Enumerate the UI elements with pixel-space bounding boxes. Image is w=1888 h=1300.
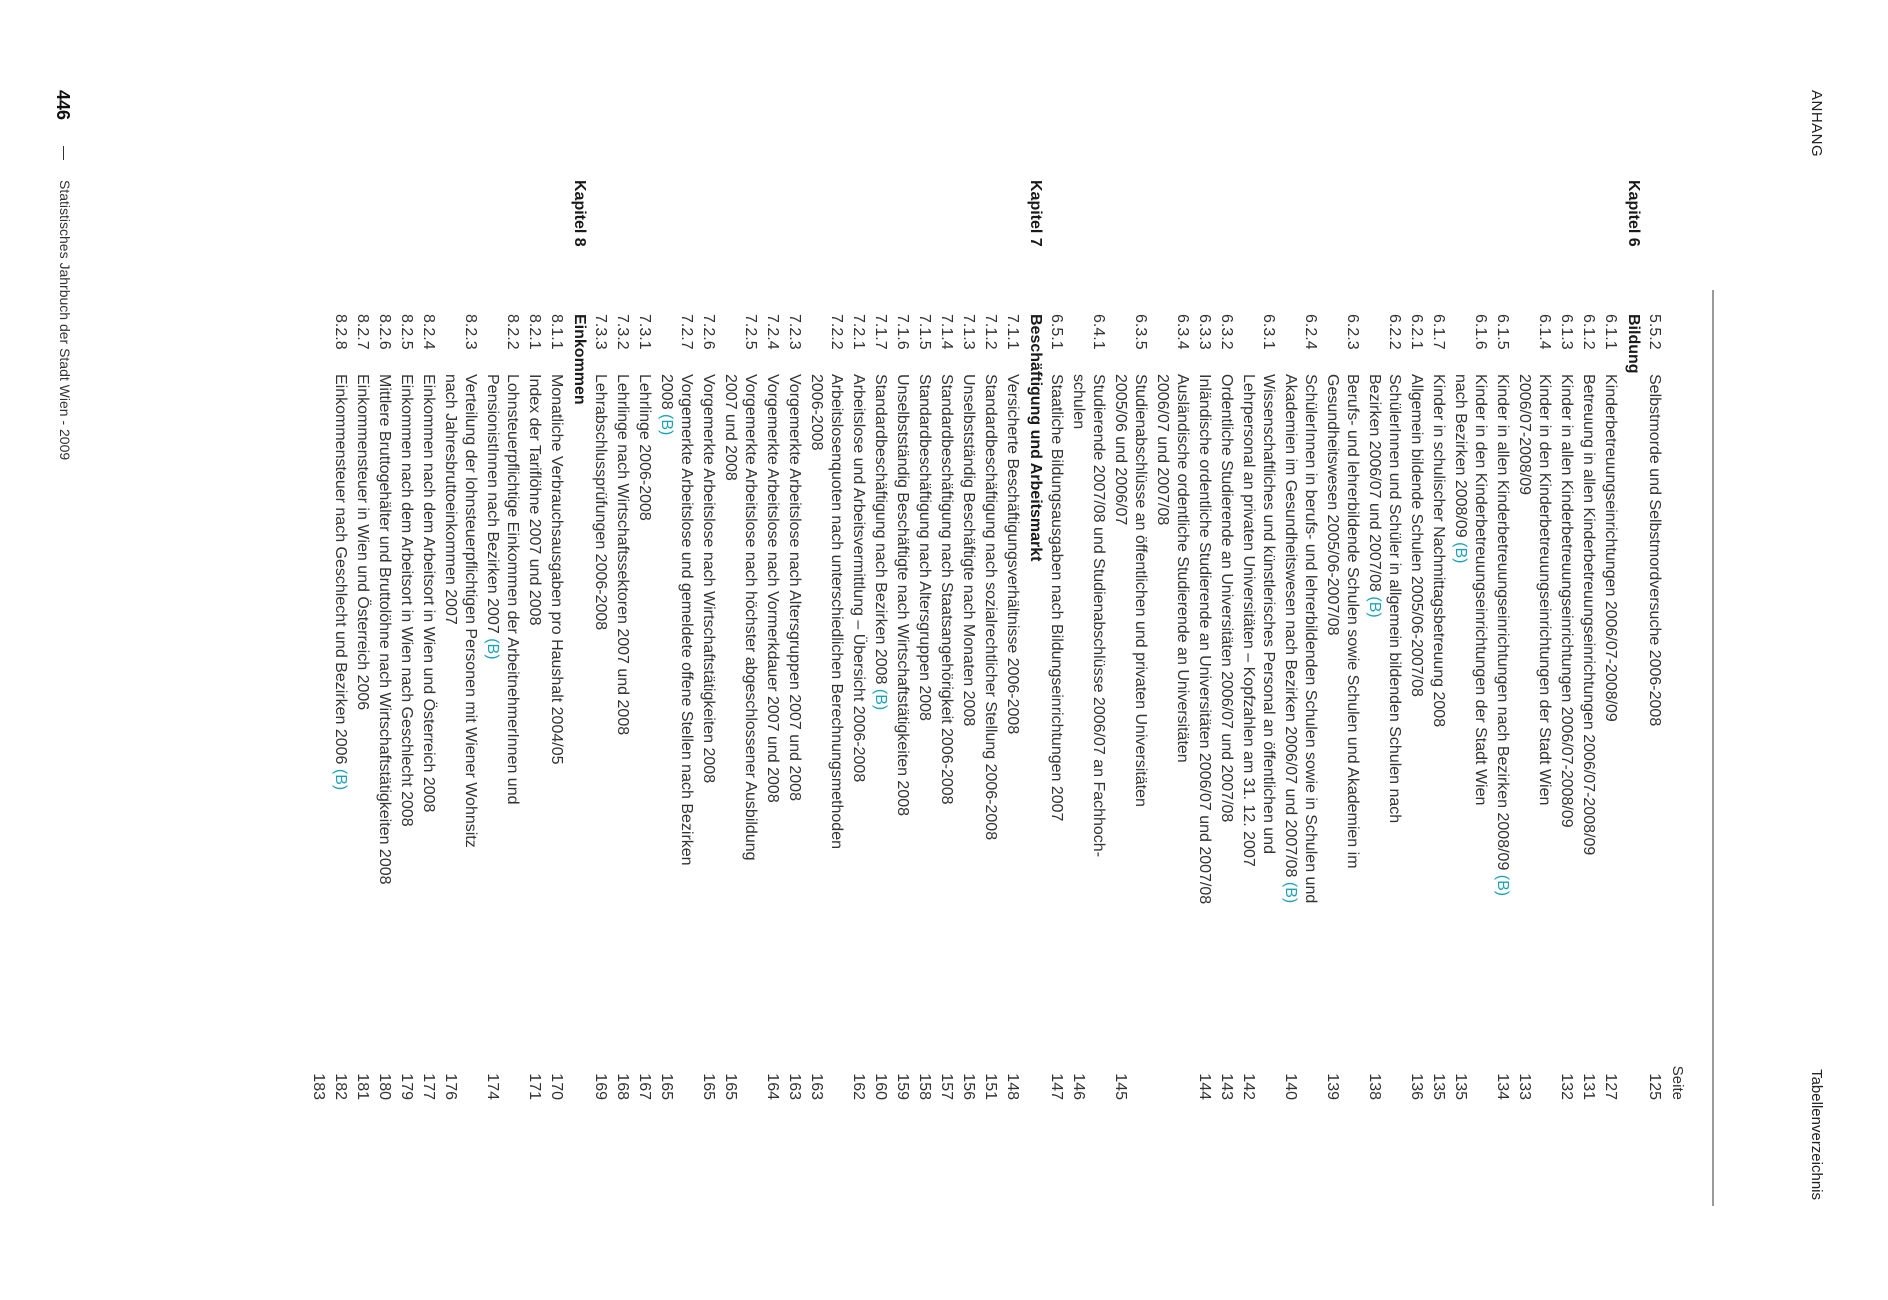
toc-entry-number: 7.2.1 (850, 314, 867, 350)
toc-entry-number: 6.2.3 (1344, 314, 1361, 350)
toc-entry-text: SchülerInnen in berufs- und lehrerbildenden Schulen sowie in Schulen und Akademien im Gesundheitswesen nach Bezirken 2006/07 und 2007/08 (1282, 374, 1319, 904)
bezirk-marker: (B) (484, 638, 501, 660)
toc-entry-page: 174 (484, 1073, 501, 1100)
toc-entry-number: 7.2.3 (786, 314, 803, 350)
toc-entry (936, 314, 956, 1100)
toc-entry-number: 6.5.1 (1048, 314, 1065, 350)
toc-entry-text: Kinder in den Kinderbetreuungseinrichtungen der Stadt Wien 2006/07-2008/09 (1516, 374, 1553, 806)
toc-entry-page: 127 (1602, 1073, 1619, 1100)
toc-entry (418, 314, 438, 1100)
toc-entry-text: Wissenschaftliches und künstlerisches Personal an öffentlichen und Lehrpersonal an privaten Universitäten – Kopfzahlen am 31. 12. 2007 (1240, 374, 1277, 867)
toc-entry (870, 314, 890, 1100)
toc-entry-page: 138 (1366, 1073, 1383, 1100)
toc-entry-text: Selbstmorde und Selbstmordversuche 2006-2008 (1646, 374, 1663, 727)
toc-entry-number: 8.2.8 (332, 314, 349, 350)
toc-entry-title (870, 374, 890, 994)
toc-entry-page: 135 (1430, 1073, 1447, 1100)
toc-entry-number: 8.2.7 (354, 314, 371, 350)
toc-entry-text: Einkommensteuer nach Geschlecht und Bezirken 2006 (332, 374, 349, 769)
toc-entry-number: 6.1.6 (1472, 314, 1489, 350)
toc-entry-page: 132 (1558, 1073, 1575, 1100)
toc-entry-page: 179 (398, 1073, 415, 1100)
toc-entry-page: 181 (354, 1073, 371, 1100)
toc-entry (1068, 314, 1108, 1100)
toc-entry-number: 7.1.2 (982, 314, 999, 350)
toc-entry-text: Monatliche Verbrauchsausgaben pro Haushalt 2004/05 (548, 374, 565, 765)
toc-entry-title (656, 374, 696, 994)
toc-entry-page: 182 (332, 1073, 349, 1100)
toc-entry-number: 7.2.2 (828, 314, 845, 350)
toc-entry-title (958, 374, 978, 994)
toc-entry (958, 314, 978, 1100)
toc-entry (634, 314, 654, 1100)
toc-entry (1578, 314, 1598, 1100)
toc-entry-text: Arbeitslosenquoten nach unterschiedlichen Berechnungsmethoden 2006-2008 (808, 374, 845, 849)
chapter-label: Kapitel 6 (1625, 180, 1642, 247)
toc-entry-text: Versicherte Beschäftigungsverhältnisse 2006-2008 (1004, 374, 1021, 735)
toc-entry-number: 8.2.4 (420, 314, 437, 350)
toc-entry-page: 146 (1070, 1073, 1087, 1100)
toc-entry-number: 8.2.5 (398, 314, 415, 350)
toc-entry-text: Einkommen nach dem Arbeitsort in Wien und Österreich 2008 (420, 374, 437, 813)
chapter-title: Beschäftigung und Arbeitsmarkt (1027, 314, 1044, 562)
toc-entry-number: 7.1.5 (916, 314, 933, 350)
toc-entry-title (330, 374, 350, 994)
toc-entry-title (892, 374, 912, 994)
bezirk-marker: (B) (1494, 874, 1511, 897)
toc-entry-number: 7.2.6 (700, 314, 717, 350)
toc-entry-page: 159 (894, 1073, 911, 1100)
toc-entry-number: 8.1.1 (548, 314, 565, 350)
toc-entry-title (1110, 374, 1150, 994)
toc-entry (612, 314, 632, 1100)
toc-entry (1364, 314, 1404, 1100)
toc-trailing-page (308, 314, 328, 1100)
toc-entry-text: Standardbeschäftigung nach Altersgruppen 2008 (916, 374, 933, 721)
toc-entry-number: 8.2.2 (504, 314, 521, 350)
toc-entry-title (634, 374, 654, 994)
toc-entry-text: Inländische ordentliche Studierende an Universitäten 2006/07 und 2007/08 (1196, 374, 1213, 905)
bezirk-marker: (B) (872, 688, 889, 711)
seite-label: Seite (1669, 1065, 1686, 1100)
toc-entry-text: Kinder in allen Kinderbetreuungseinrichtungen 2006/07-2008/09 (1558, 374, 1575, 828)
toc-entry-title (1450, 374, 1490, 994)
toc-entry-number: 6.1.5 (1494, 314, 1511, 350)
toc-entry (1110, 314, 1150, 1100)
toc-entry-number: 7.1.6 (894, 314, 911, 350)
toc-entry-title (418, 374, 438, 994)
toc-entry-number: 7.1.3 (960, 314, 977, 350)
toc-entry (656, 314, 696, 1100)
toc-entry-page: 160 (872, 1073, 889, 1100)
toc-entry-title (1194, 374, 1214, 994)
toc-entry-text: Standardbeschäftigung nach sozialrechtlicher Stellung 2006-2008 (982, 374, 999, 841)
bezirk-marker: (B) (332, 768, 349, 791)
toc-entry-text: Lehrabschlussprüfungen 2006-2008 (592, 374, 609, 631)
toc-entry (352, 314, 372, 1100)
toc-entry (1322, 314, 1362, 1100)
toc-entry-text: Studienabschlüsse an öffentlichen und privaten Universitäten 2005/06 und 2006/07 (1112, 374, 1149, 807)
toc-entry-title (1322, 374, 1362, 994)
toc-entry-text: Studierende 2007/08 und Studienabschlüsse 2006/07 an Fachhoch- schulen (1070, 374, 1107, 858)
toc-entry (1492, 314, 1512, 1100)
toc-entry-text: Betreuung in allen Kinderbetreuungseinrichtungen 2006/07-2008/09 (1580, 374, 1597, 856)
toc-entry (848, 314, 868, 1100)
toc-entry-number: 6.2.4 (1302, 314, 1319, 350)
toc-entry-page: 165 (658, 1073, 675, 1100)
toc-entry (1600, 314, 1620, 1100)
toc-entry-title (440, 374, 480, 994)
toc-entry-text: Vorgemerkte Arbeitslose nach höchster abgeschlossener Ausbildung 2007 und 2008 (722, 374, 759, 861)
toc-entry (1216, 314, 1236, 1100)
toc-entry-number: 6.4.1 (1090, 314, 1107, 350)
toc-entry-page: 151 (982, 1073, 999, 1100)
toc-entry-number: 5.5.2 (1646, 314, 1663, 350)
toc-entry-title (1556, 374, 1576, 994)
toc-entry-text: Standardbeschäftigung nach Bezirken 2008 (872, 374, 889, 689)
toc-entry-title (546, 374, 566, 994)
toc-entry-text: Standardbeschäftigung nach Staatsangehörigkeit 2006-2008 (938, 374, 955, 805)
running-header-right: Tabellenverzeichnis (1808, 1069, 1825, 1200)
toc-entry (1514, 314, 1554, 1100)
toc-entry-title (806, 374, 846, 994)
toc-entry-page: 131 (1580, 1073, 1597, 1100)
toc-entry (440, 314, 480, 1100)
toc-entry-title (1068, 374, 1108, 994)
toc-entry-text: Ausländische ordentliche Studierende an Universitäten 2006/07 und 2007/08 (1154, 374, 1191, 763)
toc-entry-text: Allgemein bildende Schulen 2005/06-2007/08 (1408, 374, 1425, 697)
toc-entry (720, 314, 760, 1100)
toc-entry-title (1152, 374, 1192, 994)
bezirk-marker: (B) (658, 414, 675, 436)
toc-entry-number: 7.3.1 (636, 314, 653, 350)
toc-entry-number: 6.2.2 (1386, 314, 1403, 350)
toc-entry-title (1428, 374, 1448, 994)
toc-entry-number: 6.3.1 (1260, 314, 1277, 350)
toc-entry-text: Vorgemerkte Arbeitslose nach Altersgruppen 2007 und 2008 (786, 374, 803, 801)
toc-entry-text: Verteilung der lohnsteuerpflichtigen Personen mit Wiener Wohnsitz nach Jahresbruttoeinkommen 2007 (442, 374, 479, 848)
toc-entry-page: 156 (960, 1073, 977, 1100)
toc-entry-number: 6.3.4 (1174, 314, 1191, 350)
toc-entry-page: 143 (1218, 1073, 1235, 1100)
toc-entry-text: Mittlere Bruttogehälter und Bruttolöhne nach Wirtschaftstätigkeiten 2008 (376, 374, 393, 885)
toc-entry-title (914, 374, 934, 994)
toc-entry-number: 8.2.1 (526, 314, 543, 350)
toc-entry-page: 136 (1408, 1073, 1425, 1100)
toc-entry (396, 314, 416, 1100)
toc-entry-page: 164 (764, 1073, 781, 1100)
toc-entry-number: 6.1.3 (1558, 314, 1575, 350)
toc-entry (1280, 314, 1320, 1100)
toc-entry (374, 314, 394, 1100)
toc-entry (698, 314, 718, 1100)
toc-entry (546, 314, 566, 1100)
footer-dash (63, 146, 64, 160)
toc-entry-text: Vorgemerkte Arbeitslose nach Vormerkdauer 2007 und 2008 (764, 374, 781, 803)
toc-entry-page: 177 (420, 1073, 437, 1100)
toc-entry-title (784, 374, 804, 994)
toc-entry-title (762, 374, 782, 994)
toc-entry-page: 176 (442, 1073, 459, 1100)
toc-entry-page: 134 (1494, 1073, 1511, 1100)
chapter-title: Bildung (1625, 314, 1642, 374)
toc-entry (330, 314, 350, 1100)
toc-entry-number: 6.3.5 (1132, 314, 1149, 350)
toc-entry-text: Berufs- und lehrerbildende Schulen sowie Schulen und Akademien im Gesundheitswesen 2005/06-2007/08 (1324, 374, 1361, 869)
toc-entry-page: 171 (526, 1073, 543, 1100)
toc-entry-title (1046, 374, 1066, 994)
toc-entry (1002, 314, 1022, 1100)
toc-entry-title (848, 374, 868, 994)
toc-entry-page: 139 (1324, 1073, 1341, 1100)
toc-entry-title (936, 374, 956, 994)
toc-entry (590, 314, 610, 1100)
toc-entry-text: Index der Tariflöhne 2007 und 2008 (526, 374, 543, 626)
chapter-label: Kapitel 7 (1027, 180, 1044, 247)
toc-entry-number: 7.2.4 (764, 314, 781, 350)
toc-entry-title (1578, 374, 1598, 994)
chapter-label: Kapitel 8 (571, 180, 588, 247)
toc-entry-title (396, 374, 416, 994)
toc-entry-title (590, 374, 610, 994)
toc-entry-page: 145 (1112, 1073, 1129, 1100)
toc-entry-page: 167 (636, 1073, 653, 1100)
toc-entry-page: 125 (1646, 1073, 1663, 1100)
toc-entry-number: 6.1.4 (1536, 314, 1553, 350)
toc-entry-page: 157 (938, 1073, 955, 1100)
toc-entry-title (612, 374, 632, 994)
toc-entry-title (1600, 374, 1620, 994)
toc-entry-page: 163 (808, 1073, 825, 1100)
toc-entry-title (352, 374, 372, 994)
toc-entry-page: 144 (1196, 1073, 1213, 1100)
toc-entry-page: 135 (1452, 1073, 1469, 1100)
toc-entry-title (980, 374, 1000, 994)
toc-entry-page: 183 (310, 1073, 327, 1100)
toc-entry-text: Lohnsteuerpflichtige Einkommen der ArbeitnehmerInnen und PensionistInnen nach Bezirken 2007 (484, 374, 521, 805)
toc-entry-text: Kinder in schulischer Nachmittagsbetreuung 2008 (1430, 374, 1447, 728)
toc-entry-title (1364, 374, 1404, 994)
toc-entry-page: 180 (376, 1073, 393, 1100)
toc-entry-text: Vorgemerkte Arbeitslose nach Wirtschaftstätigkeiten 2008 (700, 374, 717, 784)
toc-entry-page: 165 (700, 1073, 717, 1100)
toc-entry (892, 314, 912, 1100)
toc-entry (1644, 314, 1664, 1100)
bezirk-marker: (B) (1366, 596, 1383, 618)
toc-entry-number: 6.1.2 (1580, 314, 1597, 350)
toc-entry-page: 142 (1240, 1073, 1257, 1100)
toc-entry-text: Unselbstständig Beschäftigte nach Wirtschaftstätigkeiten 2008 (894, 374, 911, 817)
toc-entry-text: Ordentliche Studierende an Universitäten 2006/07 und 2007/08 (1218, 374, 1235, 823)
toc-entry-title (1238, 374, 1278, 994)
toc-entry-title (482, 374, 522, 994)
header-rule (1712, 290, 1714, 1206)
toc-entry (1152, 314, 1192, 1100)
toc-entry (914, 314, 934, 1100)
toc-entry-page: 169 (592, 1073, 609, 1100)
toc-entry-text: Kinder in den Kinderbetreuungseinrichtungen der Stadt Wien nach Bezirken 2008/09 (1452, 374, 1489, 806)
bezirk-marker: (B) (1452, 542, 1469, 564)
toc-entry-page: 170 (548, 1073, 565, 1100)
toc-entry-title (524, 374, 544, 994)
toc-entry (762, 314, 782, 1100)
toc-entry-title (1644, 374, 1664, 994)
toc-entry (1238, 314, 1278, 1100)
toc-entry-text: Arbeitslose und Arbeitsvermittlung – Übersicht 2006-2008 (850, 374, 867, 783)
toc-entry-title (1492, 374, 1512, 994)
toc-entry-number: 7.1.1 (1004, 314, 1021, 350)
toc-entry (784, 314, 804, 1100)
toc-entry-page: 140 (1282, 1073, 1299, 1100)
toc-entry-title (720, 374, 760, 994)
toc-entry (482, 314, 522, 1100)
toc-entry-page: 162 (850, 1073, 867, 1100)
toc-entry-text: Einkommen nach dem Arbeitsort in Wien nach Geschlecht 2008 (398, 374, 415, 827)
running-header-left: ANHANG (1808, 90, 1825, 158)
toc-entry-number: 7.2.7 (678, 314, 695, 350)
toc-entry (1046, 314, 1066, 1100)
toc-entry-page: 168 (614, 1073, 631, 1100)
toc-entry (806, 314, 846, 1100)
toc-entry-text: Kinderbetreuungseinrichtungen 2006/07-2008/09 (1602, 374, 1619, 722)
toc-entry-number: 6.2.1 (1408, 314, 1425, 350)
publication-footer: Statistisches Jahrbuch der Stadt Wien - 2009 (57, 180, 73, 461)
toc-entry-page: 163 (786, 1073, 803, 1100)
chapter-title: Einkommen (571, 314, 588, 405)
toc-entry-text: Kinder in allen Kinderbetreuungseinrichtungen nach Bezirken 2008/09 (1494, 374, 1511, 875)
toc-entry-number: 7.1.7 (872, 314, 889, 350)
toc-entry-page: 147 (1048, 1073, 1065, 1100)
toc-entry-title (1514, 374, 1554, 994)
toc-entry-text: SchülerInnen und Schüler in allgemein bildenden Schulen nach Bezirken 2006/07 und 2007/08 (1366, 374, 1403, 824)
toc-entry-number: 8.2.3 (462, 314, 479, 350)
toc-entry-number: 7.2.5 (742, 314, 759, 350)
toc-entry-title (1216, 374, 1236, 994)
toc-entry (1428, 314, 1448, 1100)
bezirk-marker: (B) (1282, 881, 1299, 904)
toc-entry-text: Lehrlinge 2006-2008 (636, 374, 653, 521)
toc-entry-number: 7.3.3 (592, 314, 609, 350)
toc-entry (1556, 314, 1576, 1100)
page-number: 446 (53, 90, 73, 121)
toc-entry-text: Unselbstständig Beschäftigte nach Monaten 2008 (960, 374, 977, 727)
toc-entry-number: 6.1.7 (1430, 314, 1447, 350)
toc-entry (980, 314, 1000, 1100)
toc-entry-number: 7.3.2 (614, 314, 631, 350)
toc-entry-title (1406, 374, 1426, 994)
toc-entry (1450, 314, 1490, 1100)
toc-entry-title (698, 374, 718, 994)
toc-entry-title (1280, 374, 1320, 994)
toc-entry-text: Staatliche Bildungsausgaben nach Bildungseinrichtungen 2007 (1048, 374, 1065, 822)
toc-entry-number: 8.2.6 (376, 314, 393, 350)
toc-entry-text: Einkommensteuer in Wien und Österreich 2006 (354, 374, 371, 711)
toc-entry-text: Vorgemerkte Arbeitslose und gemeldete offene Stellen nach Bezirken 2008 (658, 374, 695, 866)
toc-entry-page: 133 (1516, 1073, 1533, 1100)
toc-entry-title (374, 374, 394, 994)
toc-entry (524, 314, 544, 1100)
toc-entry-number: 6.1.1 (1602, 314, 1619, 350)
toc-entry-title (1002, 374, 1022, 994)
toc-entry (1406, 314, 1426, 1100)
toc-entry (1194, 314, 1214, 1100)
toc-entry-number: 6.3.2 (1218, 314, 1235, 350)
toc-entry-page: 148 (1004, 1073, 1021, 1100)
toc-entry-page: 165 (722, 1073, 739, 1100)
toc-entry-number: 6.3.3 (1196, 314, 1213, 350)
toc-entry-text: Lehrlinge nach Wirtschaftssektoren 2007 und 2008 (614, 374, 631, 736)
toc-entry-page: 158 (916, 1073, 933, 1100)
toc-entry-number: 7.1.4 (938, 314, 955, 350)
